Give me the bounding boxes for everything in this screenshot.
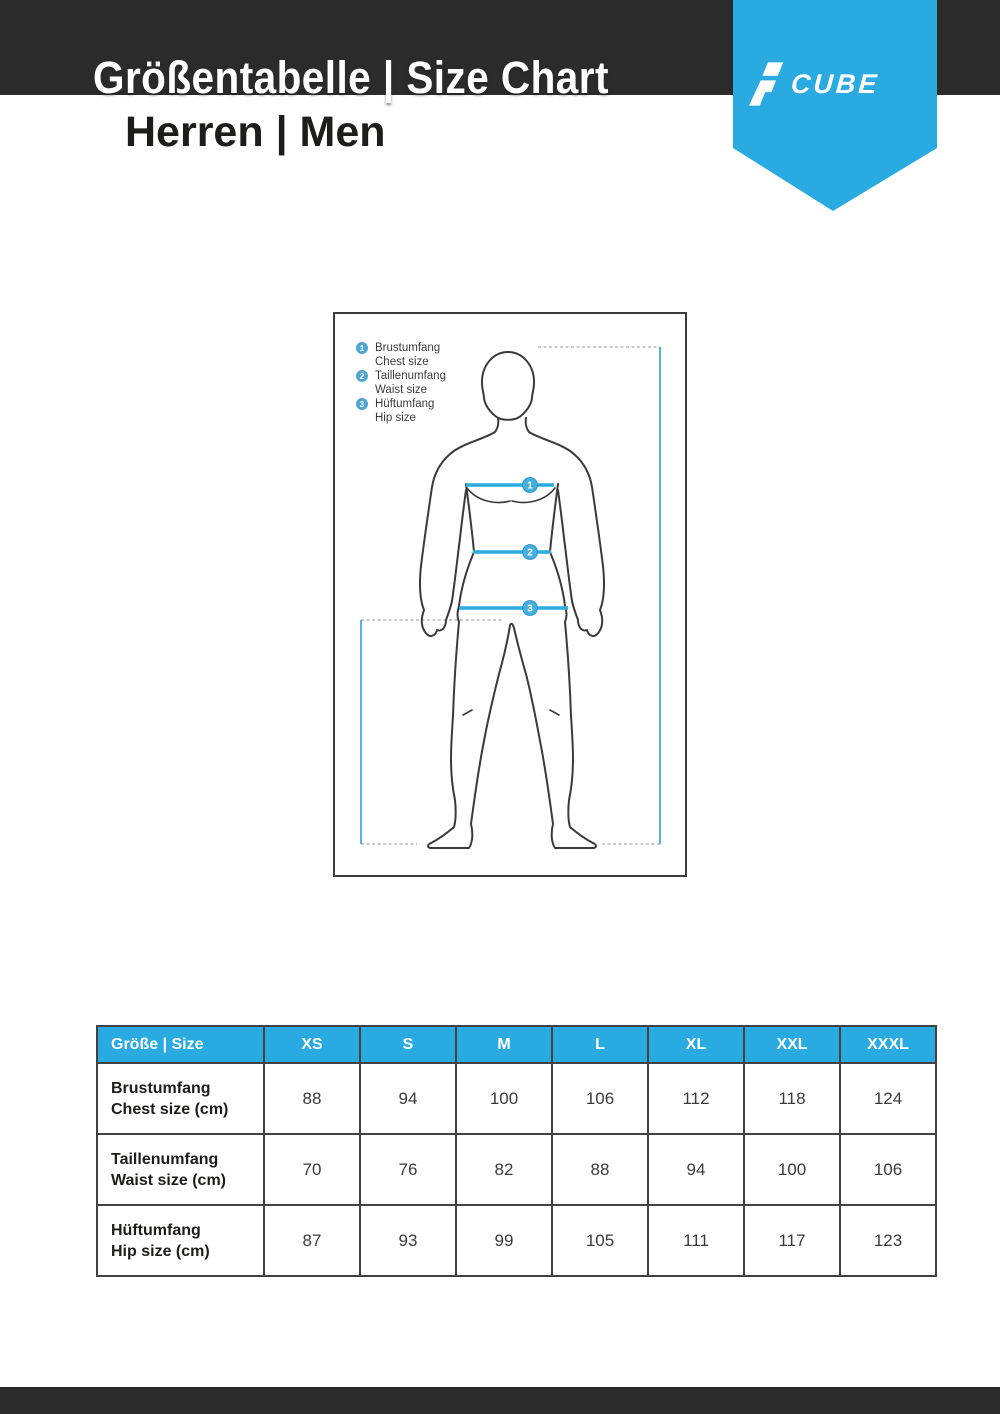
value-cell: 94 <box>360 1063 456 1134</box>
value-cell: 88 <box>264 1063 360 1134</box>
value-cell: 100 <box>744 1134 840 1205</box>
value-cell: 100 <box>456 1063 552 1134</box>
legend-label-en: Hip size <box>375 412 416 424</box>
row-label-de: Taillenumfang <box>111 1150 219 1168</box>
chest-measure-number: 1 <box>527 480 533 492</box>
legend-item-waist <box>356 369 446 397</box>
hip-measure-number: 3 <box>527 603 533 615</box>
value-cell: 70 <box>264 1134 360 1205</box>
cube-logo-icon <box>749 60 785 108</box>
legend-badge-2: 2 <box>356 370 368 382</box>
legend-text-waist <box>375 369 446 397</box>
row-label-de: Hüftumfang <box>111 1221 201 1239</box>
legend-label-en: Chest size <box>375 356 429 368</box>
value-cell: 118 <box>744 1063 840 1134</box>
row-label-de: Brustumfang <box>111 1079 211 1097</box>
waist-measure-number: 2 <box>527 547 533 559</box>
cube-logo-text: CUBE <box>789 68 881 99</box>
row-label-en: Chest size (cm) <box>111 1100 229 1118</box>
row-label-en: Waist size (cm) <box>111 1171 226 1189</box>
page-title: Größentabelle | Size Chart <box>93 52 609 103</box>
column-header-m: M <box>456 1026 552 1063</box>
row-label-chest <box>97 1063 264 1134</box>
table-row-chest <box>97 1063 936 1134</box>
legend-text-chest <box>375 341 440 369</box>
human-figure-outline <box>420 352 604 848</box>
table-row-hip <box>97 1205 936 1276</box>
value-cell: 105 <box>552 1205 648 1276</box>
size-table-container <box>96 1025 937 1277</box>
legend-label-en: Waist size <box>375 384 427 396</box>
size-table <box>96 1025 937 1277</box>
measurement-legend <box>356 341 446 425</box>
value-cell: 76 <box>360 1134 456 1205</box>
value-cell: 93 <box>360 1205 456 1276</box>
brand-ribbon <box>733 0 937 212</box>
value-cell: 94 <box>648 1134 744 1205</box>
column-header-xl: XL <box>648 1026 744 1063</box>
value-cell: 106 <box>840 1134 936 1205</box>
table-header-row <box>97 1026 936 1063</box>
value-cell: 99 <box>456 1205 552 1276</box>
value-cell: 106 <box>552 1063 648 1134</box>
body-measurement-diagram <box>333 312 687 877</box>
value-cell: 124 <box>840 1063 936 1134</box>
legend-badge-3: 3 <box>356 398 368 410</box>
measurement-lines <box>459 478 568 616</box>
legend-label-de: Hüftumfang <box>375 398 435 410</box>
legend-label-de: Brustumfang <box>375 342 441 354</box>
column-header-xxxl: XXXL <box>840 1026 936 1063</box>
footer-bar <box>0 1387 1000 1414</box>
legend-item-chest <box>356 341 446 369</box>
value-cell: 88 <box>552 1134 648 1205</box>
column-header-l: L <box>552 1026 648 1063</box>
column-header-xs: XS <box>264 1026 360 1063</box>
value-cell: 87 <box>264 1205 360 1276</box>
value-cell: 117 <box>744 1205 840 1276</box>
table-row-waist <box>97 1134 936 1205</box>
legend-badge-1: 1 <box>356 342 368 354</box>
legend-label-de: Taillenumfang <box>375 370 446 382</box>
cube-logo <box>749 58 929 110</box>
legend-text-hip <box>375 397 434 425</box>
value-cell: 123 <box>840 1205 936 1276</box>
value-cell: 82 <box>456 1134 552 1205</box>
column-header-size: Größe | Size <box>97 1026 264 1063</box>
legend-item-hip <box>356 397 446 425</box>
value-cell: 111 <box>648 1205 744 1276</box>
column-header-s: S <box>360 1026 456 1063</box>
value-cell: 112 <box>648 1063 744 1134</box>
column-header-xxl: XXL <box>744 1026 840 1063</box>
row-label-en: Hip size (cm) <box>111 1242 210 1260</box>
row-label-waist <box>97 1134 264 1205</box>
page-subtitle: Herren | Men <box>125 108 386 156</box>
row-label-hip <box>97 1205 264 1276</box>
